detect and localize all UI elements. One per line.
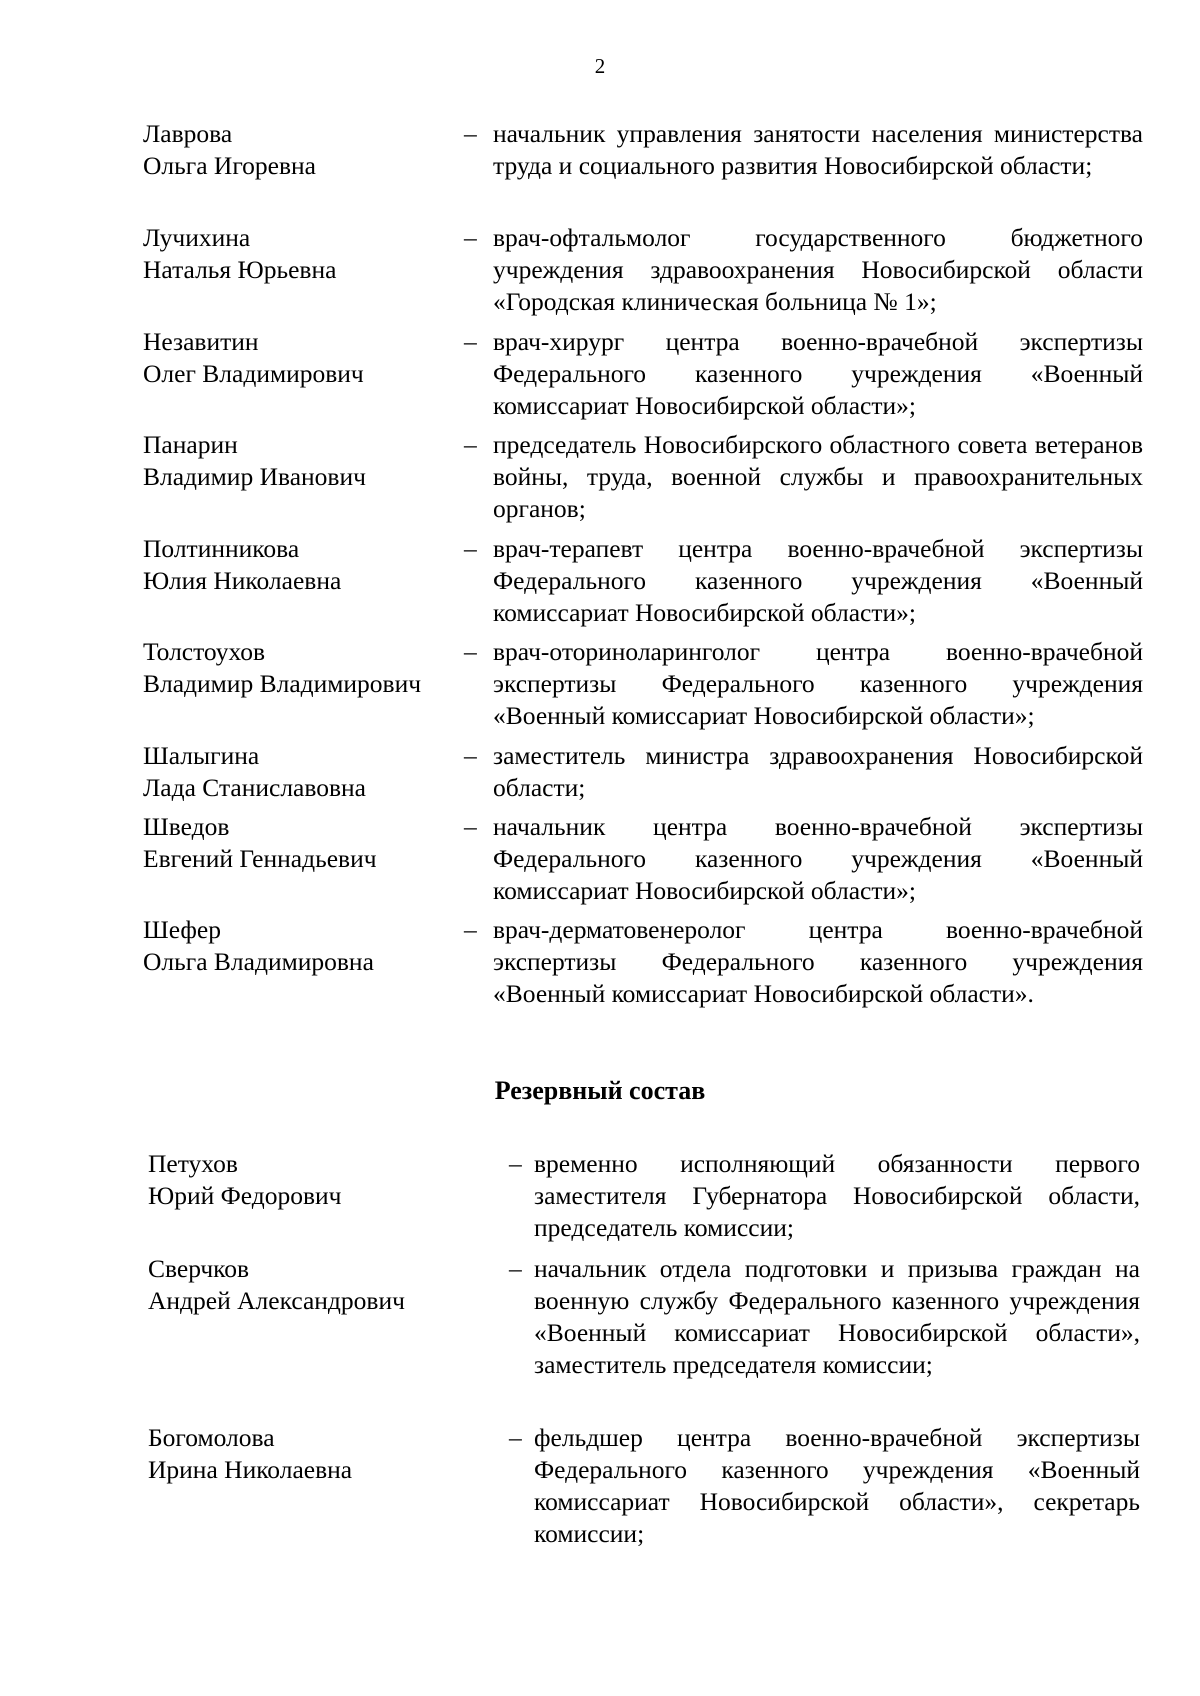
member-surname: Полтинникова	[143, 534, 300, 563]
member-name	[143, 222, 464, 318]
reserve-member-entry	[148, 1253, 1140, 1381]
member-surname: Незавитин	[143, 327, 259, 356]
member-surname: Петухов	[148, 1149, 238, 1178]
member-given-names: Владимир Иванович	[143, 462, 366, 491]
member-given-names: Владимир Владимирович	[143, 669, 422, 698]
member-given-names: Лада Станиславовна	[143, 773, 367, 802]
member-name	[143, 118, 464, 182]
member-given-names: Ольга Игоревна	[143, 151, 316, 180]
member-name	[143, 429, 464, 525]
member-surname: Панарин	[143, 430, 238, 459]
member-dash: –	[464, 637, 477, 666]
member-given-names: Ирина Николаевна	[148, 1455, 353, 1484]
member-role: начальник отдела подготовки и призыва граждан на военную службу Федерального казенного учреждения «Военный комиссариат Новосибирской области», заместитель председателя комиссии;	[534, 1254, 1140, 1379]
member-role: врач-терапевт центра военно-врачебной экспертизы Федерального казенного учреждения «Военный комиссариат Новосибирской области»;	[493, 534, 1143, 627]
member-given-names: Наталья Юрьевна	[143, 255, 337, 284]
member-role: председатель Новосибирского областного совета ветеранов войны, труда, военной службы и правоохранительных органов;	[493, 430, 1143, 523]
member-name	[143, 533, 464, 629]
member-dash: –	[464, 741, 477, 770]
member-name	[143, 914, 464, 1010]
member-dash: –	[464, 327, 477, 356]
member-name	[143, 811, 464, 907]
member-entry	[143, 118, 1143, 182]
member-dash: –	[464, 223, 477, 252]
member-role: фельдшер центра военно-врачебной экспертизы Федерального казенного учреждения «Военный комиссариат Новосибирской области», секретарь комиссии;	[534, 1423, 1140, 1548]
member-dash: –	[464, 534, 477, 563]
member-entry	[143, 914, 1143, 1010]
member-entry	[143, 326, 1143, 422]
member-role: врач-хирург центра военно-врачебной экспертизы Федерального казенного учреждения «Военный комиссариат Новосибирской области»;	[493, 327, 1143, 420]
member-entry	[143, 222, 1143, 318]
member-surname: Толстоухов	[143, 637, 266, 666]
member-entry	[143, 811, 1143, 907]
member-entry	[143, 740, 1143, 804]
member-surname: Сверчков	[148, 1254, 250, 1283]
page-number: 2	[594, 54, 606, 78]
member-name	[143, 636, 464, 732]
member-role: врач-офтальмолог государственного бюджетного учреждения здравоохранения Новосибирской области «Городская клиническая больница № 1»;	[493, 223, 1143, 316]
member-name	[143, 740, 464, 804]
member-surname: Шведов	[143, 812, 230, 841]
member-surname: Лаврова	[143, 119, 233, 148]
member-role: временно исполняющий обязанности первого заместителя Губернатора Новосибирской области, председатель комиссии;	[534, 1149, 1140, 1242]
member-given-names: Ольга Владимировна	[143, 947, 374, 976]
member-surname: Лучихина	[143, 223, 251, 252]
reserve-member-entry	[148, 1148, 1140, 1244]
reserve-heading: Резервный состав	[494, 1076, 706, 1105]
member-role: заместитель министра здравоохранения Новосибирской области;	[493, 741, 1143, 802]
member-dash: –	[464, 119, 477, 148]
member-given-names: Олег Владимирович	[143, 359, 364, 388]
member-role: начальник центра военно-врачебной экспертизы Федерального казенного учреждения «Военный комиссариат Новосибирской области»;	[493, 812, 1143, 905]
member-dash: –	[464, 812, 477, 841]
member-role: врач-дерматовенеролог центра военно-врачебной экспертизы Федерального казенного учреждения «Военный комиссариат Новосибирской области».	[493, 915, 1143, 1008]
member-dash: –	[509, 1423, 522, 1452]
member-name	[148, 1253, 509, 1381]
member-entry	[143, 429, 1143, 525]
member-role: начальник управления занятости населения министерства труда и социального развития Новосибирской области;	[493, 119, 1143, 180]
member-dash: –	[509, 1254, 522, 1283]
member-surname: Шефер	[143, 915, 221, 944]
member-dash: –	[464, 430, 477, 459]
member-surname: Богомолова	[148, 1423, 275, 1452]
member-given-names: Андрей Александрович	[148, 1286, 405, 1315]
member-given-names: Евгений Геннадьевич	[143, 844, 377, 873]
member-given-names: Юлия Николаевна	[143, 566, 342, 595]
member-surname: Шалыгина	[143, 741, 260, 770]
member-dash: –	[509, 1149, 522, 1178]
member-given-names: Юрий Федорович	[148, 1181, 342, 1210]
member-dash: –	[464, 915, 477, 944]
reserve-member-entry	[148, 1422, 1140, 1550]
member-entry	[143, 636, 1143, 732]
member-name	[148, 1422, 509, 1550]
member-name	[143, 326, 464, 422]
member-role: врач-оториноларинголог центра военно-врачебной экспертизы Федерального казенного учреждения «Военный комиссариат Новосибирской области»;	[493, 637, 1143, 730]
member-entry	[143, 533, 1143, 629]
member-name	[148, 1148, 509, 1244]
